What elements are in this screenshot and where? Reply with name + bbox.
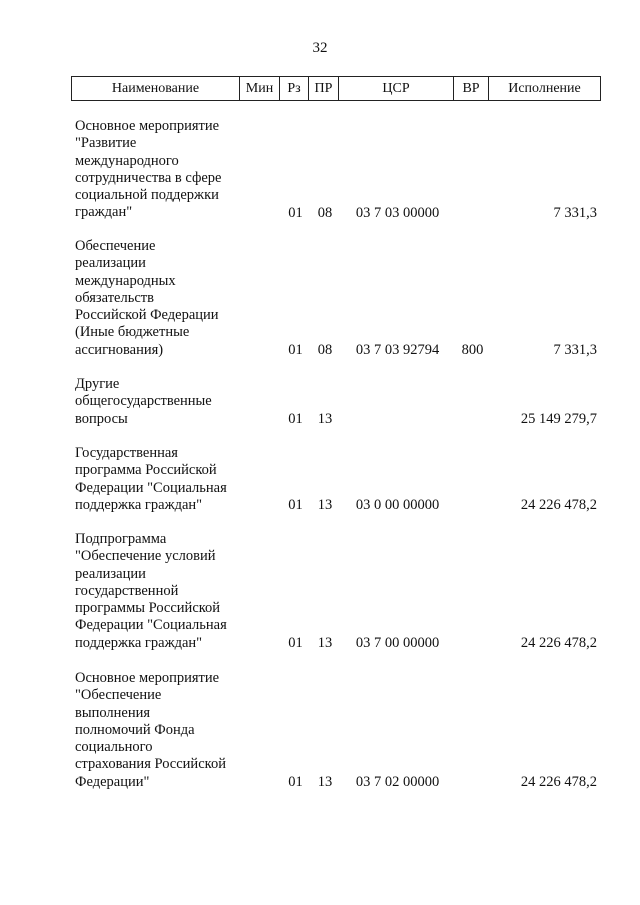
row-name: Государственная программа Российской Федерации "Социальная поддержка граждан" xyxy=(75,445,227,513)
row-csr: 03 7 00 00000 xyxy=(355,634,440,651)
row-name: Обеспечение реализации международных обязательств Российской Федерации (Иные бюджетные ассигнования) xyxy=(75,238,219,358)
table-row xyxy=(71,238,601,359)
row-pr: 08 xyxy=(317,204,333,221)
row-amount: 7 331,3 xyxy=(553,204,597,221)
row-amount: 25 149 279,7 xyxy=(520,410,597,427)
row-pr: 13 xyxy=(317,773,333,790)
row-amount: 24 226 478,2 xyxy=(520,634,597,651)
row-rz: 01 xyxy=(288,773,303,790)
row-rz: 01 xyxy=(288,341,303,358)
table-row xyxy=(71,118,601,222)
table-header xyxy=(71,76,601,101)
header-rz: Рз xyxy=(280,77,309,100)
table-row xyxy=(71,376,601,428)
row-amount: 24 226 478,2 xyxy=(520,496,597,513)
page-number: 32 xyxy=(312,40,328,56)
row-csr: 03 7 03 00000 xyxy=(355,204,440,221)
header-vr: ВР xyxy=(454,77,489,100)
row-pr: 08 xyxy=(317,341,333,358)
row-rz: 01 xyxy=(288,634,303,651)
header-csr: ЦСР xyxy=(339,77,454,100)
row-name: Основное мероприятие "Развитие международного сотрудничества в сфере социальной поддержки граждан" xyxy=(75,118,222,221)
header-min: Мин xyxy=(240,77,280,100)
row-pr: 13 xyxy=(317,410,333,427)
header-name: Наименование xyxy=(72,77,240,100)
row-name: Основное мероприятие "Обеспечение выполнения полномочий Фонда социального страхования Российской Федерации" xyxy=(75,670,226,790)
row-pr: 13 xyxy=(317,634,333,651)
row-amount: 24 226 478,2 xyxy=(520,773,597,790)
header-isp: Исполнение xyxy=(508,80,581,96)
row-name: Подпрограмма "Обеспечение условий реализации государственной программы Российской Федерации "Социальная поддержка граждан" xyxy=(75,531,227,651)
row-rz: 01 xyxy=(288,410,303,427)
row-csr: 03 7 03 92794 xyxy=(355,341,440,358)
row-amount: 7 331,3 xyxy=(553,341,597,358)
row-rz: 01 xyxy=(288,496,303,513)
row-csr: 03 7 02 00000 xyxy=(355,773,440,790)
row-vr: 800 xyxy=(461,341,484,358)
table-row xyxy=(71,670,601,791)
header-pr: ПР xyxy=(309,77,339,100)
row-csr: 03 0 00 00000 xyxy=(355,496,440,513)
row-name: Другие общегосударственные вопросы xyxy=(75,376,212,427)
row-rz: 01 xyxy=(288,204,303,221)
row-pr: 13 xyxy=(317,496,333,513)
table-row xyxy=(71,445,601,514)
table-row xyxy=(71,531,601,652)
